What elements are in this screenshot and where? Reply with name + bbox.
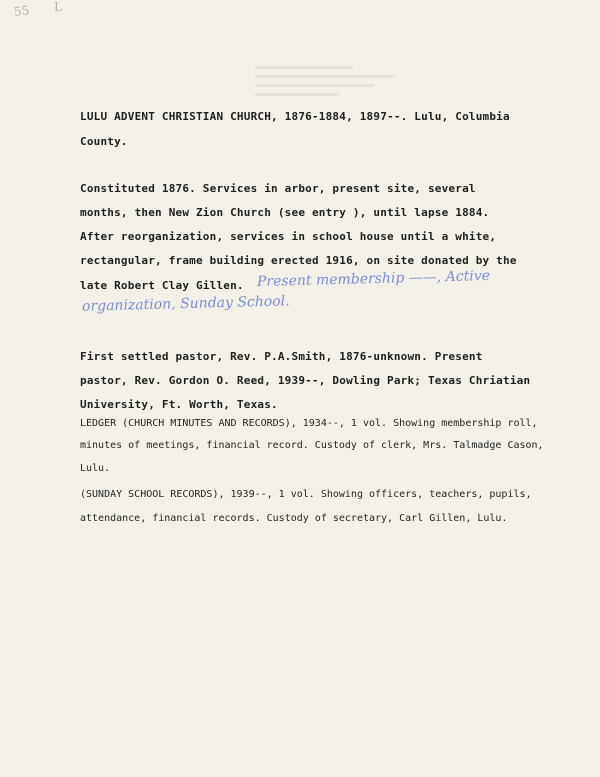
entry-title: LULU ADVENT CHRISTIAN CHURCH, 1876-1884, 1897--. Lulu, Columbia xyxy=(80,110,510,123)
ledger-record-line-2: minutes of meetings, financial record. Custody of clerk, Mrs. Talmadge Cason, xyxy=(80,440,544,451)
ledger-record-line-3: Lulu. xyxy=(80,463,111,474)
corner-pencil-mark: 55 xyxy=(13,3,31,19)
pastor-line-3: University, Ft. Worth, Texas. xyxy=(80,398,278,411)
ledger-record-line-1: LEDGER (CHURCH MINUTES AND RECORDS), 1934--, 1 vol. Showing membership roll, xyxy=(80,418,538,429)
history-line-4: rectangular, frame building erected 1916, on site donated by the xyxy=(80,254,517,267)
history-line-5: late Robert Clay Gillen. xyxy=(80,279,244,292)
history-line-2: months, then New Zion Church (see entry ), until lapse 1884. xyxy=(80,206,490,219)
corner-pencil-mark-2: L xyxy=(54,0,62,14)
sunday-school-record-line-2: attendance, financial records. Custody of secretary, Carl Gillen, Lulu. xyxy=(80,513,508,524)
history-line-3: After reorganization, services in school house until a white, xyxy=(80,230,497,243)
pastor-line-1: First settled pastor, Rev. P.A.Smith, 1876-unknown. Present xyxy=(80,350,483,363)
bleed-through-text xyxy=(255,60,395,110)
entry-title-continued: County. xyxy=(80,135,128,148)
history-line-1: Constituted 1876. Services in arbor, present site, several xyxy=(80,182,476,195)
sunday-school-record-line-1: (SUNDAY SCHOOL RECORDS), 1939--, 1 vol. Showing officers, teachers, pupils, xyxy=(80,489,532,500)
handwritten-note-line-1: Present membership ——, Active xyxy=(256,267,491,291)
pastor-line-2: pastor, Rev. Gordon O. Reed, 1939--, Dowling Park; Texas Chriatian xyxy=(80,374,531,387)
handwritten-note-line-2: organization, Sunday School. xyxy=(81,293,290,315)
